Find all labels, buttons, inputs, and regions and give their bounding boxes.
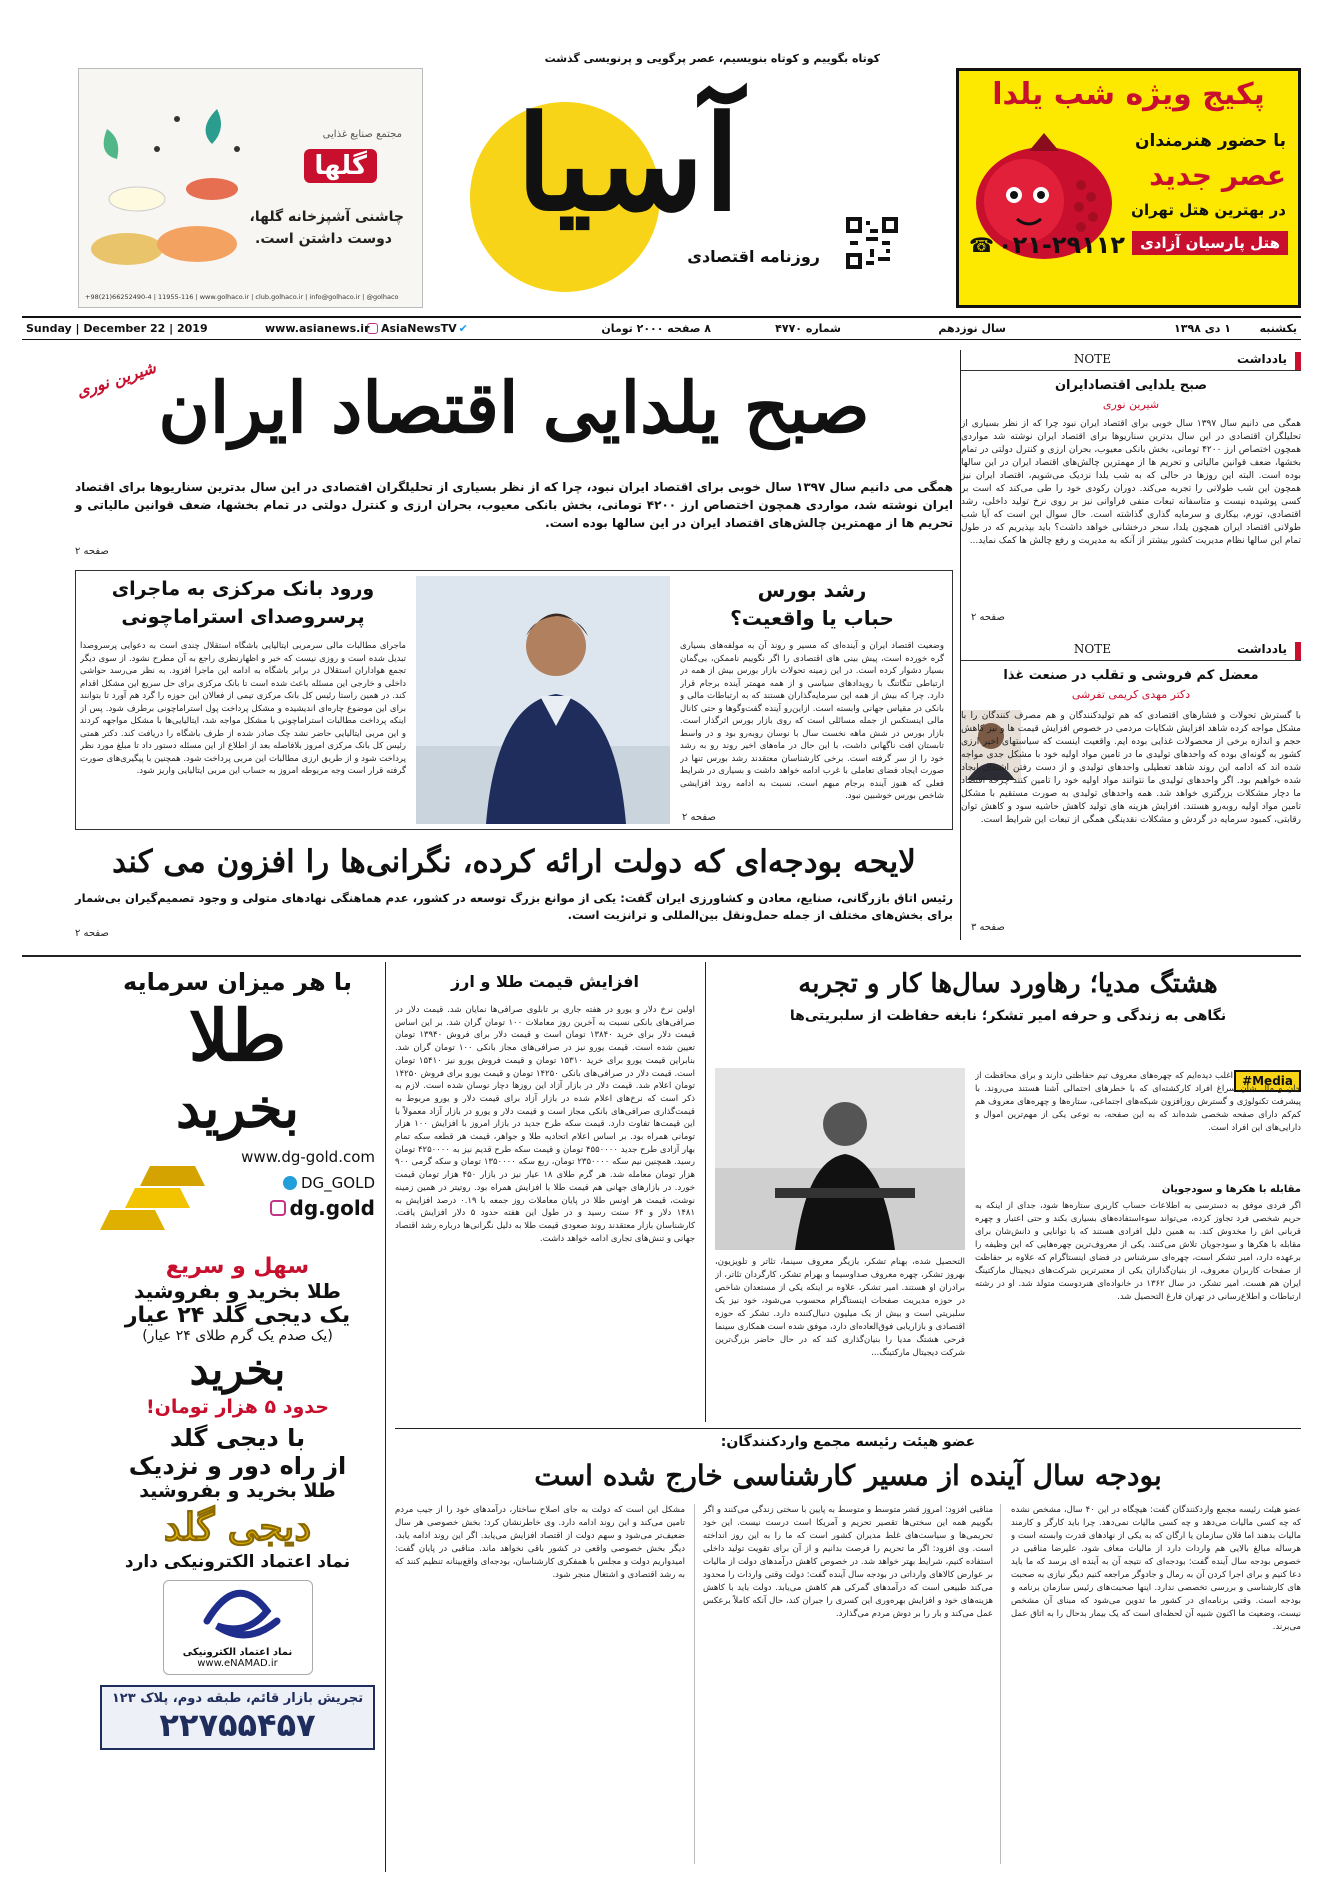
budget2-headline[interactable]: بودجه سال آینده از مسیر کارشناسی خارج شده است [534,1459,1162,1492]
budget2-col-divider-1 [1000,1504,1001,1864]
main-author-tag: شیرین نوری [74,357,159,402]
gold-ad-red1: سهل و سریع [165,1254,310,1279]
gold-ad-brand: دیجی گلد [163,1504,312,1549]
note-1-page-ref[interactable]: صفحه ۲ [971,612,1005,623]
budget-banner-sub: رئیس اتاق بازرگانی، صنایع، معادن و کشاورزی ایران گفت: یکی از موانع بزرگ توسعه در کشور، عدم هماهنگی نهادهای متولی و وجود تصمیم‌گیران بی‌شمار برای بخش‌های مختلف از جمله حمل‌ونقل بین‌المللی و ترانزیت است. [75,891,953,922]
gold-ad-l4: (یک صدم یک گرم طلای ۲۴ عیار) [142,1328,333,1344]
note-1-author: شیرین نوری [1102,398,1160,411]
media-story [715,962,1301,1422]
gold-ad-phone[interactable]: ۲۲۷۵۵۴۵۷ [159,1706,316,1744]
masthead-subtitle: روزنامه اقتصادی [687,247,820,266]
gold-ad-l8: نماد اعتماد الکترونیکی دارد [124,1552,351,1572]
ad-yalda-line1: با حضور هنرمندان [1135,131,1286,151]
enamad-label: نماد اعتماد الکترونیکی [182,1647,293,1658]
gold-instagram: dg.gold [289,1196,375,1220]
golha-contact: +98(21)66252490-4 | 11955-116 | www.golhaco.ir | club.golhaco.ir | info@golhaco.ir | @golhaco [85,293,399,301]
ad-yalda[interactable] [956,68,1301,308]
gold-ad-l3: یک دیجی گلد ۲۴ عیار [124,1303,351,1328]
media-sub: نگاهی به زندگی و حرفه امیر تشکر؛ نابغه حفاظت از سلبریتی‌ها [789,1008,1227,1024]
enamad-badge[interactable] [163,1580,313,1675]
gold-ad-line1: با هر میزان سرمایه [123,968,352,996]
ad-golha[interactable] [78,68,423,308]
note-2-rule [961,660,1301,661]
social-handle-row[interactable] [367,322,468,335]
gold-price-body: اولین نرخ دلار و یورو در هفته جاری بر تابلوی صرافی‌ها نمایان شد. قیمت دلار در صرافی‌های بانکی نسبت به آخرین روز معاملات ۱۰۰ تومان گران شد. بر این اساس قیمت دلار برای خرید ۱۳۸۴۰ تومان است و قیمت دلار برای فروش ۱۳۹۴۰ تومان تعیین شده است. قیمت یورو نیز در صرافی‌های مجاز بانکی ۱۰۰ تومان گران شد. بنابراین قیمت یورو برای خرید ۱۵۳۱۰ تومان و قیمت فروش یورو نیز ۱۵۴۱۰ تومان است. قیمت دلار در صرافی‌های بانکی ۱۴۲۵۰ تومان و قیمت یورو برای فروش ۱۴۲۵۰ تومان اعلام شد. قیمت دلار در بازار آزاد این روزها دچار نوسان شده است. لازم به ذکر است که نرخ‌های اعلام شده در بازار آزاد برای قیمت دلار و یورو مربوط به قیمت‌گذاری صرافی‌های بانکی مجاز است و قیمت دلار و یورو در بازار آزاد معمولاً با این قیمت‌ها تفاوت دارد. قیمت سکه طرح جدید در بازار امروز با افزایش ۱۰۰ هزار تومانی همراه بود. بر اساس اعلام اتحادیه طلا و جواهر، قیمت هر قطعه سکه تمام بهار آزادی طرح جدید ۴۵۵۰۰۰۰ تومان و قیمت سکه طرح قدیم نیز به ۴۲۵۰۰۰۰ تومان رسید. همچنین نیم سکه ۲۳۵۰۰۰۰ تومان، ربع سکه ۱۳۵۰۰۰۰ تومان و سکه گرمی ۹۰۰ هزار تومان معامله شد. هر گرم طلای ۱۸ عیار نیز در بازار ۴۵۰ هزار تومان قیمت خورد. در بازارهای جهانی هم قیمت طلا با افزایش همراه بود. روتیتر در همین زمینه نوشت، قیمت هر اونس طلا در پایان معاملات روز جمعه با ۰.۱۹ درصد افزایش به ۱۴۸۱ دلار و ۶۴ سنت رسید و در طول این هفته حدود ۵ دلار افزایش یافت. کارشناسان بازار معتقدند روند صعودی قیمت طلا به دلیل نگرانی‌ها درباره رشد اقتصاد جهانی و تنش‌های تجاری ادامه خواهد داشت. [395,1005,695,1244]
bank-title-1[interactable]: ورود بانک مرکزی به ماجرای [111,578,375,600]
year: سال نوزدهم [938,322,1006,335]
right-column-divider [960,350,961,940]
note-2-page-ref[interactable]: صفحه ۳ [971,922,1005,933]
budget2-rule [395,1428,1301,1429]
bourse-story [680,574,944,826]
main-lede: همگی می دانیم سال ۱۳۹۷ سال خوبی برای اقتصاد ایران نبود، چرا که از نظر بسیاری از تحلیلگران اقتصادی در این سال بدترین سناریوها برای اقتصاد ایران نوشته شد، مواردی همچون اختصاص ارز ۴۲۰۰ تومانی، بخش بانکی معیوب، بحران ارزی و کنترل دولتی در تمام بخشها، ضعف قوانین مالیاتی و تحریم ها از مهمترین چالش‌های اقتصاد ایران در این سالها بوده است. [75,480,953,530]
social-handle: AsiaNewsTV [381,322,457,335]
note-2-title: معضل کم فروشی و تقلب در صنعت غذا [1003,668,1259,683]
ad-yalda-title: پکیج ویژه شب یلدا [992,77,1265,112]
golha-brand: گلها [304,149,377,183]
instagram-icon [270,1200,286,1216]
media-body-1: اغلب دیده‌ایم که چهره‌های معروف تیم حفاظتی دارند و برای محافظت از جان و مال شان سراغ افراد کارکشته‌ای که با خطرهای احتمالی آشنا هستند می‌روند. با پیشرفت تکنولوژی و گسترش روزافزون شبکه‌های اجتماعی، ستاره‌ها و چهره‌های معروف هم کم‌کم دارای صفحه شخصی شده‌اند که به این صفحه، به نوعی یکی از مهم‌ترین اموال و دارایی‌های این افراد است. [975,1071,1301,1133]
gold-ad-red2: حدود ۵ هزار تومان! [146,1396,329,1418]
gold-instagram-row[interactable] [270,1196,375,1220]
gold-ad-site[interactable]: www.dg-gold.com [241,1148,375,1166]
note-1-rule [961,370,1301,371]
note-1-header [961,350,1301,372]
ad-yalda-phone-row [969,231,1125,259]
media-title[interactable]: هشتگ مدیا؛ رهاورد سال‌ها کار و تجربه [798,969,1218,999]
gold-ad-address: تجریش بازار قائم، طبقه دوم، پلاک ۱۲۳ [111,1691,364,1706]
gold-ad-divider [385,962,386,1872]
media-body-3: التحصیل شده، بهنام تشکر، بازیگر معروف سینما، تئاتر و تلویزیون، بهروز تشکر، چهره معروف صداوسیما و بهرام تشکر، کارگردان تئاتر، از برادران او هستند. امیر تشکر، علاوه بر اینکه یکی از مستعدان شاخص در حوزه مدیریت صفحات اینستاگرام محسوب می‌شود، خود نیز یک سلبریتی است و بیش از یک میلیون دنبال‌کننده دارد. تشکر که حوزه اقتصادی و بازاریابی فوق‌العاده‌ای دارد، موفق شده است همکاری سینما فرحی هشتگ مدیا را بنیان‌گذاری کند که در حال حاضر بزرگ‌ترین شرکت دیجیتال مارکتینگ... [715,1257,965,1358]
note-1-title: صبح یلدایی اقتصادایران [1054,378,1208,393]
media-badge[interactable]: #Media [1234,1070,1301,1092]
main-page-ref[interactable]: صفحه ۲ [75,546,109,557]
main-headline[interactable]: صبح یلدایی اقتصاد ایران [158,366,870,449]
budget2-kicker: عضو هیئت رئیسه مجمع واردکنندگان: [720,1434,976,1450]
budget2-col-2: مناقبی افزود: امروز قشر متوسط و متوسط به پایین با سختی زندگی می‌کنند و اگر بگوییم همه این سختی‌ها تقصیر تحریم و آمریکا است درست نیست. این خود تحریمی‌ها و سیاست‌های غلط مدیران کشور است که ما را به این روز انداخته است. وی افزود: اگر ما تحریم را فرصت بدانیم و از آن برای تقویت تولید داخلی استفاده کنیم، شرایط بهتر خواهد شد. در خصوص کاهش درآمدهای دولت از مالیات بر عوارض کالاهای وارداتی در بودجه سال آینده گفت: دولت وقتی واردات را محدود می‌کند طبیعی است که درآمدهای گمرکی هم کاهش می‌یابد. دولت باید با کاهش هزینه‌های خود و افزایش بهره‌وری این کسری را جبران کند، حال آنکه کاملاً برعکس عمل می‌کند و بار را بر دوش مردم می‌گذارد. [703,1505,993,1619]
website[interactable]: www.asianews.ir [265,322,370,335]
date-day: یکشنبه [1259,322,1297,335]
media-photo [715,1068,965,1250]
ad-yalda-hotel: هتل پارسیان آزادی [1132,231,1288,255]
note-1-marker [1295,352,1301,370]
note-1 [961,350,1301,630]
dateline-bar [22,316,1301,340]
budget-banner [75,840,953,950]
media-body-2: اگر فردی موفق به دسترسی به اطلاعات حساب کاربری ستاره‌ها شود، جدای از اینکه به حریم شخصی فرد تجاوز کرده، می‌تواند سوءاستفاده‌های بسیاری بکند و حتی اعتبار و چهره قربانی اش را مخدوش کند. به همین دلیل افرادی هستند که با توانایی و دانش‌شان برای مقابله با هکرها و سودجویان تلاش می‌کنند. یکی از معروف‌ترین چهره‌هایی که این وظیفه را برعهده دارد، امیر تشکر است، چهره‌ای سرشناس در فضای اینستاگرام که علاوه بر حفاظت از صفحات کاربران معروف، از بنیان‌گذاران یکی از معتبرترین شرکت‌های دیجیتال مارکتینگ ایران هم هست. امیر تشکر، در سال ۱۳۶۲ در خانواده‌ای هنردوست متولد شد. او در رشته ارتباطات و اطلاع‌رسانی در تهران فارغ التحصیل شد. [975,1201,1301,1302]
gold-story-divider [705,962,706,1422]
gold-ad-big2: بخرید [175,1076,300,1140]
date-fa: ۱ دی ۱۳۹۸ [1174,322,1231,335]
note-2-label: یادداشت [1237,642,1287,656]
ad-yalda-line3: در بهترین هتل تهران [1131,201,1286,219]
coach-photo [416,576,670,824]
qr-code[interactable] [846,217,898,269]
verified-icon: ✔ [458,322,468,335]
phone-icon: ☎ [969,233,994,257]
gold-ad-l2: طلا بخرید و بفروشید [134,1279,341,1303]
bourse-page-ref[interactable]: صفحه ۲ [682,812,716,823]
budget-banner-headline[interactable]: لایحه بودجه‌ای که دولت ارائه کرده، نگرانی‌ها را افزون می کند [112,844,916,880]
golha-brand-sub: مجتمع صنایع غذایی [322,129,402,140]
budget2-col-1: عضو هیئت رئیسه مجمع واردکنندگان گفت: هیچگاه در این ۴۰ سال، مشخص نشده که چه کسی مالیات می‌دهد و چه کسی مالیات نمی‌دهد. چرا باید کارگر و کارمند مالیات بدهند اما فلان سازمان یا ارگان که به یکی از نهادهای قدرت وابسته است و هرساله مبالغ بالایی هم واردات دارد از مالیات معاف شود. علیرضا مناقبی در خصوص بودجه سال آینده گفت: بودجه‌ای که نتیجه آن به آینده ای برسد که ما باید دعا کنیم و برای اجرا کردن آن به رمال و جادوگر مراجعه کنیم دیگر نیازی به صحبت های کارشناسی و بررسی تخصصی ندارد. اینها صحبت‌های رئیس سازمان برنامه و بودجه است. وقتی برنامه‌ای در کشور ما تدوین می‌شود که مبنای آن مشخص نیست، وضعیت ما اکنون شبیه آن لحظه‌ای است که یک بیمار بدحال را به اتاق عمل می‌برند. [1011,1505,1301,1632]
date-en: Sunday | December 22 | 2019 [26,322,208,335]
enamad-site: www.eNAMAD.ir [197,1658,278,1669]
gold-bars-image [100,1140,375,1240]
spice-bowls-image [87,89,257,279]
media-subhead: مقابله با هکرها و سودجویان [1161,1184,1301,1195]
bank-story [80,574,406,826]
gold-ad-l6: از راه دور و نزدیک [128,1452,347,1480]
note-2 [961,640,1301,940]
note-2-marker [1295,642,1301,660]
ad-yalda-phone: ۰۲۱-۲۹۱۱۲ [997,231,1126,259]
bourse-title-1[interactable]: رشد بورس [757,578,867,602]
ad-yalda-line2: عصر جدید [1149,159,1286,192]
bank-title-2[interactable]: پرسروصدای استراماچونی [121,606,365,628]
mid-rule [22,955,1301,957]
note-2-author: دکتر مهدی کریمی تفرشی [1071,688,1191,701]
pages-price: ۸ صفحه ۲۰۰۰ تومان [601,322,711,335]
main-story [75,350,953,565]
masthead-area [440,52,900,310]
bourse-title-2[interactable]: حباب یا واقعیت؟ [730,606,894,630]
tagline: کوتاه بگوییم و کوتاه بنویسیم، عصر پرگویی و پرنویسی گذشت [544,52,880,65]
issue: شماره ۴۷۷۰ [775,322,841,335]
note-2-header [961,640,1301,662]
gold-ad-l5: با دیجی گلد [169,1424,306,1452]
bank-body: ماجرای مطالبات مالی سرمربی ایتالیایی باشگاه استقلال چندی است به دعوایی پرسروصدا تبدیل شده است و روزی نیست که خبر و اظهارنظری راجع به آن مطرح نشود. از سوی دیگر تجمع هواداران استقلال در برابر باشگاه به ادامه این ماجرا افزود. به نظر می‌رسد حواشی داخلی و خارجی این مسئله باعث شده است تا بانک مرکزی برای حل سریع این مشکل اقدام کند. در همین راستا رئیس کل بانک مرکزی تیمی از فعالان این حوزه را گرد هم آورد تا بتوانند برای این موضوع چاره‌ای اندیشیده و مشکل پرداخت پول استراماچونی برطرف شود. پس از اینکه پرداخت مطالبات استراماچونی با مشکل مواجه شد، ایتالیایی‌ها با مشکل مواجهه کردند و این مربی ایتالیایی حاضر نشد چک صادر شده از طرف باشگاه را دریافت کند. دکتر همتی رئیس کل بانک مرکزی امروز بلافاصله بعد از اطلاع از این مسئله دستور داد تا مبلغ مورد نظر پرداخت شود و از طریق ارزی مطالبات این مربی پرداخت شود. همچنین با پیگیری‌های صورت گرفته قرار است وجه مربوطه امروز به حساب این مربی ایتالیایی واریز شود. [80,641,406,776]
telegram-icon [283,1176,297,1190]
budget-banner-page-ref[interactable]: صفحه ۲ [75,928,109,939]
note-1-label: یادداشت [1237,352,1287,366]
gold-ad-big1: طلا [188,994,287,1077]
gold-ad-l7: طلا بخرید و بفروشید [139,1480,336,1502]
golha-slogan-1: چاشنی آشپزخانه گلها، [249,209,404,225]
ad-digigold[interactable] [100,962,375,1872]
budget2-story [395,1432,1301,1872]
budget2-col-3: مشکل این است که دولت به جای اصلاح ساختار، درآمدهای خود را از جیب مردم تامین می‌کند و این روند ادامه دارد. وی خاطرنشان کرد: بخش خصوصی هر سال ضعیف‌تر می‌شود و سهم دولت از اقتصاد افزایش می‌یابد. اگر این روند ادامه یابد، دیگر بخش خصوصی واقعی در کشور باقی نخواهد ماند. مناقبی در پایان گفت: امیدواریم دولت و مجلس با همفکری کارشناسان، بودجه‌ای واقع‌بینانه تنظیم کنند که به رشد اقتصادی و اشتغال منجر شود. [395,1505,685,1580]
budget2-col-divider-2 [694,1504,695,1864]
note-2-body: با گسترش تحولات و فشارهای اقتصادی که هم تولیدکنندگان و هم مصرف کنندگان را با مشکل مواجه کرده شاهد افزایش شکایات مردمی در خصوص افزایش قیمت ها و نیز کاهش حجم و اندازه برخی از محصولات غذایی بوده ایم. واقعیت اینست که سیاستهای اخیر ارزی کشور به گونه‌ای بوده که واحدهای تولیدی ما در تامین مواد اولیه خود با مشکل جدی مواجه شده اند که ادامه این روند شاهد تعطیلی واحدهای تولیدی و از دست رفتن اشتغال ایجاد شده خواهیم بود. اگر واحدهای تولیدی ما نتوانند مواد اولیه خود را تامین کنند چرخه اقتصاد ما دچار مشکلات بزرگتری خواهد شد. همه واحدهای تولیدی به صورت مستقیم با مشکل تامین مواد اولیه روبه‌رو هستند. افزایش هزینه های تولید کاهش حاشیه سود و کاهش توان رقابتی، کمبود سرمایه در گردش و مشکلات نقدینگی همگی از تبعات این شرایط است. [961,711,1301,825]
gold-telegram-row[interactable] [283,1174,375,1192]
gold-ad-big3: بخرید [189,1345,286,1394]
bourse-body: وضعیت اقتصاد ایران و آینده‌ای که مسیر و روند آن به مولفه‌های بسیاری گره خورده است، پیش بینی های اقتصادی را اگر نگوییم ناممکن، بی‌گمان بسیار دشوار کرده است. در این زمینه تحولات بازار بورس بیش از همه در ارتباطی تنگاتنگ با رویدادهای سیاسی و از همه مهمتر آینده برجام قرار دارد. چرا که بیش از همه این سرمایه‌گذاران هستند که به ارتباطات مالی و بانکی در مقیاس جهانی وابسته است. ازاین‌رو آینده گفت‌وگوها و حتی کانال مالی اینستکس از جمله مسائلی است که روی بازار بورس اثرگذار است. بازار بورس در شش ماهه نخست سال با نوسان روبه‌رو بود و در واسط تابستان افت ناگهانی داشت، با این حال در ماه‌های اخیر روند رو به رشد خود را از سر گرفته است. برخی کارشناسان معتقدند رشد بورس تنها در صورت ایجاد فضای تعاملی با غرب ادامه خواهد داشت و بسیاری در شرایط فعلی که هنوز آینده برجام مبهم است، نسبت به ادامه روند افزایشی شاخص بورس خوشبین نبود. [680,641,944,801]
gold-telegram: DG_GOLD [300,1174,375,1192]
gold-contact-box [100,1685,375,1750]
gold-price-title[interactable]: افزایش قیمت طلا و ارز [450,972,640,991]
header [0,0,1323,320]
note-2-tag: NOTE [1073,642,1111,656]
note-1-body: همگی می دانیم سال ۱۳۹۷ سال خوبی برای اقتصاد ایران نبود چرا که از نظر بسیاری از تحلیلگران اقتصادی در این سال بدترین سناریوها برای اقتصاد ایران نوشته شد مواردی همچون اختصاص ارز ۴۲۰۰ تومانی، بخش بانکی معیوب، بحران ارزی و کنترل دولتی در تمام بخشها، ضعف قوانین مالیاتی و تحریم ها از مهمترین چالش‌های اقتصاد ایران در این سالها بوده است. البته این روزها در حالی که به شب یلدا نزدیک می‌شویم، اقتصاد ایران نیز همچون این شب طولانی را تجربه می‌کند. دوران رکودی خود را طی می‌کند که است بر کسی پوشیده نیست و متاسفانه تبعات منفی فراوانی نیز بر روی نرخ تولید داخلی، رشد اقتصادی، تورم، بیکاری و سرمایه گذاری گذاشته است. حال سوال این است که آیا شب طولانی اقتصاد ایران همچون یلدا، سحر درخشانی خواهد داشت؟ باید بپذیریم که در طول تمام این سالها نظام مدیریت کشور بیشتر از آنکه به مدیریت و رفع چالش ها کمک نماید... [961,419,1301,546]
gold-price-story [395,962,695,1422]
golha-slogan-2: دوست داشتن است. [255,231,392,247]
note-1-tag: NOTE [1073,352,1111,366]
masthead-title[interactable]: آسیا [516,87,740,240]
